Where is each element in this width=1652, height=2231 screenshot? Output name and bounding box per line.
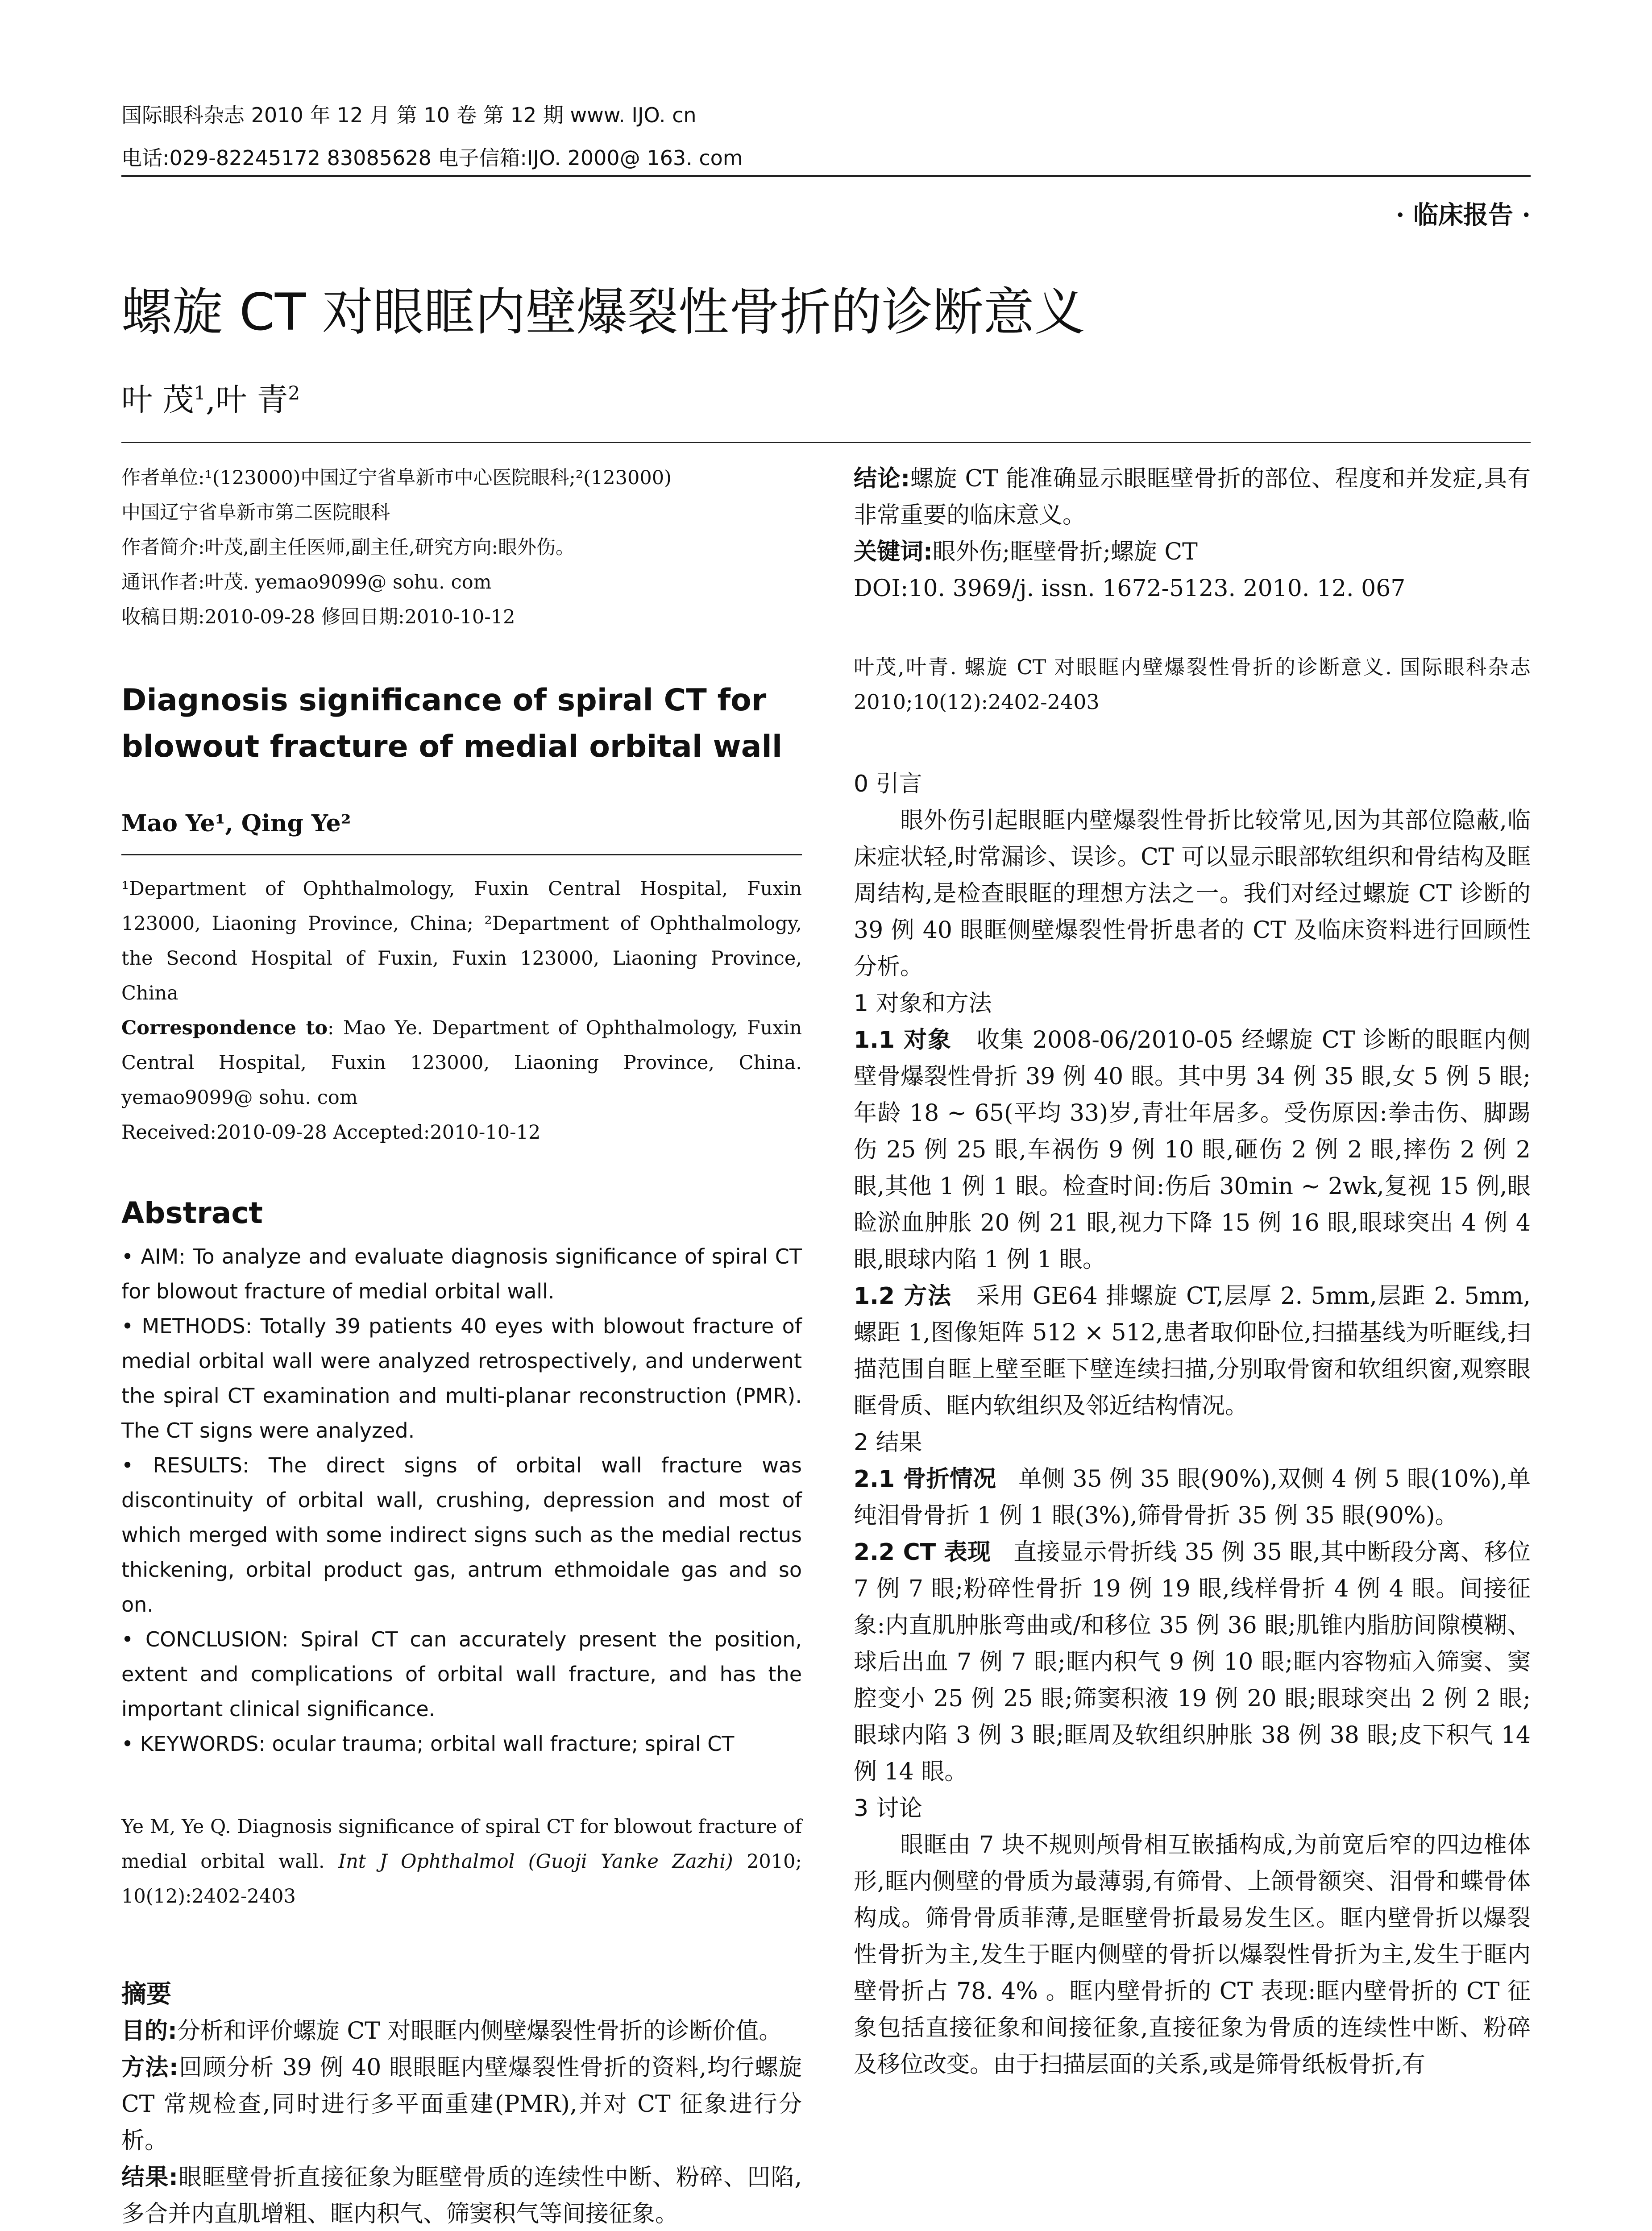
section-1-1-text: 收集 2008-06/2010-05 经螺旋 CT 诊断的眼眶内侧壁骨爆裂性骨折 39 例 40 眼。其中男 34 例 35 眼,女 5 例 5 眼;年龄 18 ~ 65(平均 33)岁,青壮年居多。受伤原因:拳击伤、脚踢伤 25 例 25 眼,车祸伤 9 例 10 眼,砸伤 2 例 2 眼,摔伤 2 例 2 眼,其他 1 例 1 眼。检查时间:伤后 30min ~ 2wk,复视 15 例,眼睑淤血肿胀 20 例 21 眼,视力下降 15 例 16 眼,眼球突出 4 例 4 眼,眼球内陷 1 例 1 眼。 xyxy=(854,1027,1531,1273)
section-1-2 xyxy=(854,1278,1531,1424)
discussion-heading: 3 讨论 xyxy=(854,1795,922,1822)
chinese-methods xyxy=(121,2049,802,2159)
chinese-methods-label: 方法: xyxy=(121,2054,178,2081)
author-1: 叶 茂 xyxy=(121,382,194,418)
section-2-1 xyxy=(854,1461,1531,1534)
chinese-keywords-label: 关键词: xyxy=(854,539,933,565)
title-rule xyxy=(121,442,1531,443)
chinese-aim-label: 目的: xyxy=(121,2018,177,2044)
english-authors: Mao Ye¹, Qing Ye² xyxy=(121,810,351,837)
chinese-aim xyxy=(121,2013,802,2049)
english-citation-journal: Int J Ophthalmol (Guoji Yanke Zazhi) xyxy=(338,1850,733,1873)
correspondence-label: Correspondence to xyxy=(121,1017,328,1039)
chinese-results-text: 眼眶壁骨折直接征象为眶壁骨质的连续性中断、粉碎、凹陷,多合并内直肌增粗、眶内积气、筛窦积气等间接征象。 xyxy=(121,2164,802,2227)
header-rule xyxy=(121,175,1531,177)
right-column xyxy=(854,460,1531,2083)
english-title-line1: Diagnosis significance of spiral CT for xyxy=(121,683,767,718)
results-heading: 2 结果 xyxy=(854,1429,922,1456)
chinese-abstract-heading: 摘要 xyxy=(121,1980,171,2009)
author-2: 叶 青 xyxy=(216,382,288,418)
correspondence-text: : Mao Ye. Department of Ophthalmology, Fuxin Central Hospital, Fuxin 123000, Liaoning Province, China. yemao9099@ sohu. com xyxy=(121,1017,802,1109)
received-accepted: Received:2010-09-28 Accepted:2010-10-12 xyxy=(121,1121,541,1144)
english-citation-post: 2010; 10(12):2402-2403 xyxy=(121,1850,802,1908)
discussion-text: 眼眶由 7 块不规则颅骨相互嵌插构成,为前宽后窄的四边椎体形,眶内侧壁的骨质为最薄弱,有筛骨、上颌骨额突、泪骨和蝶骨体构成。筛骨骨质菲薄,是眶壁骨折最易发生区。眶内壁骨折以爆裂性骨折为主,发生于眶内侧壁的骨折以爆裂性骨折为主,发生于眶内壁骨折占 78. 4% 。眶内壁骨折的 CT 表现:眶内壁骨折的 CT 征象包括直接征象和间接征象,直接征象为骨质的连续性中断、粉碎及移位改变。由于扫描层面的关系,或是筛骨纸板骨折,有 xyxy=(854,1832,1531,2078)
section-1-1 xyxy=(854,1022,1531,1278)
chinese-conclusion xyxy=(854,460,1531,534)
chinese-methods-text: 回顾分析 39 例 40 眼眼眶内壁爆裂性骨折的资料,均行螺旋 CT 常规检查,同时进行多平面重建(PMR),并对 CT 征象进行分析。 xyxy=(121,2054,802,2154)
chinese-aim-text: 分析和评价螺旋 CT 对眼眶内侧壁爆裂性骨折的诊断价值。 xyxy=(177,2018,782,2044)
author-info-line: 收稿日期:2010-09-28 修回日期:2010-10-12 xyxy=(121,606,515,628)
journal-header-line2: 电话:029-82245172 83085628 电子信箱:IJO. 2000@ 163. com xyxy=(121,146,743,170)
abstract-methods: • METHODS: Totally 39 patients 40 eyes with blowout fracture of medial orbital wall were analyzed retrospectively, and underwent the spiral CT examination and multi-planar reconstruction (PMR). The CT signs were analyzed. xyxy=(121,1314,802,1443)
abstract-keywords: • KEYWORDS: ocular trauma; orbital wall fracture; spiral CT xyxy=(121,1732,735,1756)
section-tag: · 临床报告 · xyxy=(1396,200,1531,230)
left-column xyxy=(121,460,802,2231)
author-info-line: 通讯作者:叶茂. yemao9099@ sohu. com xyxy=(121,571,492,593)
journal-header-line1: 国际眼科杂志 2010 年 12 月 第 10 卷 第 12 期 www. IJO. cn xyxy=(121,103,697,127)
article-authors xyxy=(121,375,300,420)
chinese-conclusion-text: 螺旋 CT 能准确显示眼眶壁骨折的部位、程度和并发症,具有非常重要的临床意义。 xyxy=(854,465,1531,529)
chinese-citation: 叶茂,叶青. 螺旋 CT 对眼眶内壁爆裂性骨折的诊断意义. 国际眼科杂志 2010;10(12):2402-2403 xyxy=(854,655,1531,714)
doi: DOI:10. 3969/j. issn. 1672-5123. 2010. 12. 067 xyxy=(854,575,1406,602)
chinese-keywords xyxy=(854,534,1531,570)
section-1-2-label: 1.2 方法 xyxy=(854,1283,952,1310)
section-2-2 xyxy=(854,1534,1531,1790)
author-info-line: 作者简介:叶茂,副主任医师,副主任,研究方向:眼外伤。 xyxy=(121,536,575,559)
english-affiliation: ¹Department of Ophthalmology, Fuxin Central Hospital, Fuxin 123000, Liaoning Province, China; ²Department of Ophthalmology, the Second Hospital of Fuxin, Fuxin 123000, Liaoning Province, China xyxy=(121,878,802,1004)
section-1-1-label: 1.1 对象 xyxy=(854,1027,952,1053)
section-2-1-text: 单侧 35 例 35 眼(90%),双侧 4 例 5 眼(10%),单纯泪骨骨折 1 例 1 眼(3%),筛骨骨折 35 例 35 眼(90%)。 xyxy=(854,1466,1531,1529)
abstract-heading: Abstract xyxy=(121,1196,263,1230)
chinese-results-label: 结果: xyxy=(121,2164,178,2191)
english-citation xyxy=(121,1809,802,1914)
author-info xyxy=(121,460,802,634)
english-authors-rule xyxy=(121,842,802,855)
author-separator: , xyxy=(206,382,216,418)
abstract-conclusion: • CONCLUSION: Spiral CT can accurately present the position, extent and complications of orbital wall fracture, and has the important clinical significance. xyxy=(121,1627,802,1721)
intro-text: 眼外伤引起眼眶内壁爆裂性骨折比较常见,因为其部位隐蔽,临床症状轻,时常漏诊、误诊。CT 可以显示眼部软组织和骨结构及眶周结构,是检查眼眶的理想方法之一。我们对经过螺旋 CT 诊断的 39 例 40 眼眶侧壁爆裂性骨折患者的 CT 及临床资料进行回顾性分析。 xyxy=(854,807,1531,980)
intro-heading: 0 引言 xyxy=(854,771,922,797)
chinese-results xyxy=(121,2159,802,2231)
abstract-aim: • AIM: To analyze and evaluate diagnosis significance of spiral CT for blowout fracture of medial orbital wall. xyxy=(121,1244,802,1303)
article-title: 螺旋 CT 对眼眶内壁爆裂性骨折的诊断意义 xyxy=(121,282,1085,342)
correspondence xyxy=(121,1011,802,1115)
section-1-2-text: 采用 GE64 排螺旋 CT,层厚 2. 5mm,层距 2. 5mm,螺距 1,图像矩阵 512 × 512,患者取仰卧位,扫描基线为听眶线,扫描范围自眶上壁至眶下壁连续扫描,分别取骨窗和软组织窗,观察眼眶骨质、眶内软组织及邻近结构情况。 xyxy=(854,1283,1531,1419)
abstract-results: • RESULTS: The direct signs of orbital wall fracture was discontinuity of orbital wall, crushing, depression and most of which merged with some indirect signs such as the medial rectus thickening, orbital product gas, antrum ethmoidale gas and so on. xyxy=(121,1453,802,1617)
author-info-line: 作者单位:¹(123000)中国辽宁省阜新市中心医院眼科;²(123000) xyxy=(121,467,672,489)
section-2-1-label: 2.1 骨折情况 xyxy=(854,1466,996,1493)
author-info-line: 中国辽宁省阜新市第二医院眼科 xyxy=(121,502,390,524)
chinese-keywords-text: 眼外伤;眶壁骨折;螺旋 CT xyxy=(932,539,1198,565)
english-title-line2: blowout fracture of medial orbital wall xyxy=(121,729,783,764)
english-citation-pre: Ye M, Ye Q. Diagnosis significance of spiral CT for blowout fracture of medial orbital wall. xyxy=(121,1816,802,1873)
section-2-2-text: 直接显示骨折线 35 例 35 眼,其中断段分离、移位 7 例 7 眼;粉碎性骨折 19 例 19 眼,线样骨折 4 例 4 眼。间接征象:内直肌肿胀弯曲或/和移位 35 例 36 眼;肌锥内脂肪间隙模糊、球后出血 7 例 7 眼;眶内积气 9 例 10 眼;眶内容物疝入筛窦、窦腔变小 25 例 25 眼;筛窦积液 19 例 20 眼;眼球突出 2 例 2 眼;眼球内陷 3 例 3 眼;眶周及软组织肿胀 38 例 38 眼;皮下积气 14 例 14 眼。 xyxy=(854,1539,1531,1785)
author-2-affil: 2 xyxy=(288,382,300,404)
author-1-affil: 1 xyxy=(194,382,206,404)
chinese-conclusion-label: 结论: xyxy=(854,465,910,492)
methods-heading: 1 对象和方法 xyxy=(854,990,992,1017)
section-2-2-label: 2.2 CT 表现 xyxy=(854,1539,991,1566)
